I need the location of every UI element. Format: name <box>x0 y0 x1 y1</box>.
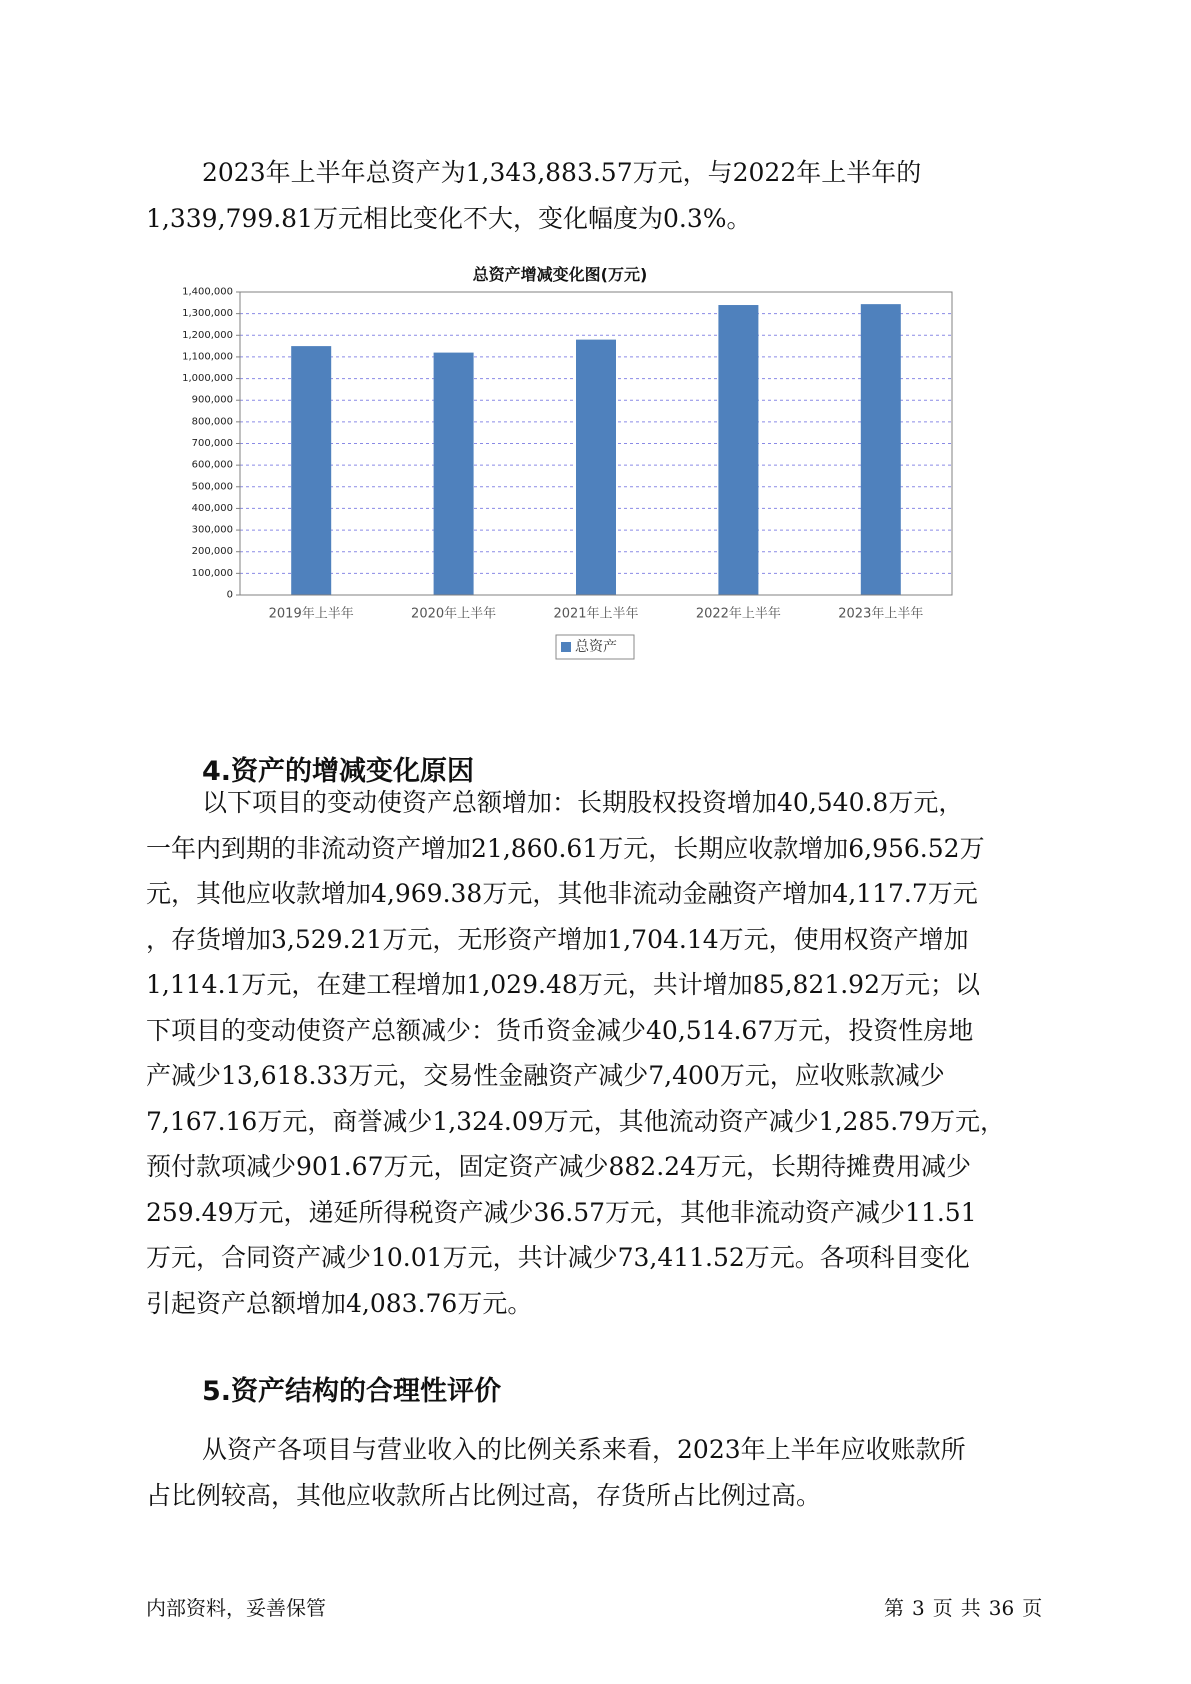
y-tick-label: 1,300,000 <box>182 308 233 320</box>
paragraph-line: 一年内到期的非流动资产增加21,860.61万元，长期应收款增加6,956.52万 <box>146 833 985 863</box>
y-tick-label: 1,000,000 <box>182 373 233 385</box>
total-assets-bar-chart <box>160 260 960 680</box>
x-category-label: 2020年上半年 <box>411 606 497 622</box>
section-4-heading: 4.资产的增减变化原因 <box>202 756 475 787</box>
y-tick-label: 100,000 <box>191 567 233 579</box>
total-pages: 36 <box>988 1596 1015 1620</box>
y-tick-label: 1,400,000 <box>182 286 233 298</box>
bar <box>861 304 901 595</box>
section-5-heading: 5.资产结构的合理性评价 <box>202 1376 502 1407</box>
legend-label: 总资产 <box>575 639 617 655</box>
page-prefix: 第 <box>884 1596 904 1620</box>
x-category-label: 2019年上半年 <box>268 606 354 622</box>
y-tick-label: 600,000 <box>191 459 233 471</box>
legend-swatch <box>561 642 571 652</box>
chart-title: 总资产增减变化图(万元) <box>472 265 648 284</box>
paragraph-line: 占比例较高，其他应收款所占比例过高，存货所占比例过高。 <box>146 1480 822 1510</box>
y-tick-label: 300,000 <box>191 524 233 536</box>
paragraph-line: 万元，合同资产减少10.01万元，共计减少73,411.52万元。各项科目变化 <box>146 1243 970 1272</box>
paragraph-line: 1,114.1万元，在建工程增加1,029.48万元，共计增加85,821.92万元；以 <box>146 970 980 999</box>
paragraph-line: 下项目的变动使资产总额减少：货币资金减少40,514.67万元，投资性房地 <box>146 1015 974 1045</box>
bar <box>718 305 758 595</box>
footer-page-info <box>884 1592 1050 1621</box>
y-tick-label: 900,000 <box>191 394 233 406</box>
y-tick-label: 800,000 <box>191 416 233 428</box>
x-category-label: 2023年上半年 <box>838 606 924 622</box>
total-unit: 页 <box>1022 1596 1043 1620</box>
bar <box>576 340 616 595</box>
y-tick-label: 400,000 <box>191 502 233 514</box>
x-category-label: 2021年上半年 <box>553 606 639 622</box>
page-number: 3 <box>912 1596 925 1620</box>
y-tick-label: 0 <box>226 589 233 601</box>
footer-confidential-note: 内部资料，妥善保管 <box>146 1596 326 1620</box>
paragraph-line: 引起资产总额增加4,083.76万元。 <box>146 1288 533 1318</box>
y-tick-label: 1,100,000 <box>182 351 233 363</box>
asset-structure-paragraph <box>146 1427 1056 1518</box>
paragraph-line: ，存货增加3,529.21万元，无形资产增加1,704.14万元，使用权资产增加 <box>146 924 969 954</box>
intro-line: 1,339,799.81万元相比变化不大，变化幅度为0.3%。 <box>146 203 752 233</box>
page-unit: 页 <box>932 1596 953 1620</box>
paragraph-line: 元，其他应收款增加4,969.38万元，其他非流动金融资产增加4,117.7万元 <box>146 879 978 908</box>
paragraph-line: 以下项目的变动使资产总额增加：长期股权投资增加40,540.8万元， <box>202 788 964 817</box>
x-category-label: 2022年上半年 <box>695 606 781 622</box>
total-prefix: 共 <box>960 1596 981 1620</box>
y-axis-ticks <box>182 287 240 601</box>
chart-bars <box>291 304 901 595</box>
y-tick-label: 200,000 <box>191 546 233 558</box>
asset-change-paragraph <box>146 780 1056 1326</box>
paragraph-line: 预付款项减少901.67万元，固定资产减少882.24万元，长期待摊费用减少 <box>146 1152 971 1181</box>
x-axis-labels <box>269 606 924 622</box>
y-tick-label: 700,000 <box>191 438 233 449</box>
paragraph-line: 259.49万元，递延所得税资产减少36.57万元，其他非流动资产减少11.51 <box>146 1197 977 1227</box>
paragraph-line: 产减少13,618.33万元，交易性金融资产减少7,400万元，应收账款减少 <box>146 1061 945 1090</box>
intro-paragraph <box>146 150 1056 241</box>
paragraph-line: 从资产各项目与营业收入的比例关系来看，2023年上半年应收账款所 <box>202 1435 966 1464</box>
y-tick-label: 1,200,000 <box>182 329 233 341</box>
chart-legend <box>556 635 634 659</box>
bar <box>434 353 474 595</box>
bar <box>291 346 331 595</box>
y-tick-label: 500,000 <box>191 481 233 493</box>
paragraph-line: 7,167.16万元，商誉减少1,324.09万元，其他流动资产减少1,285.79万元， <box>146 1106 1005 1136</box>
intro-line: 2023年上半年总资产为1,343,883.57万元，与2022年上半年的 <box>202 158 922 187</box>
